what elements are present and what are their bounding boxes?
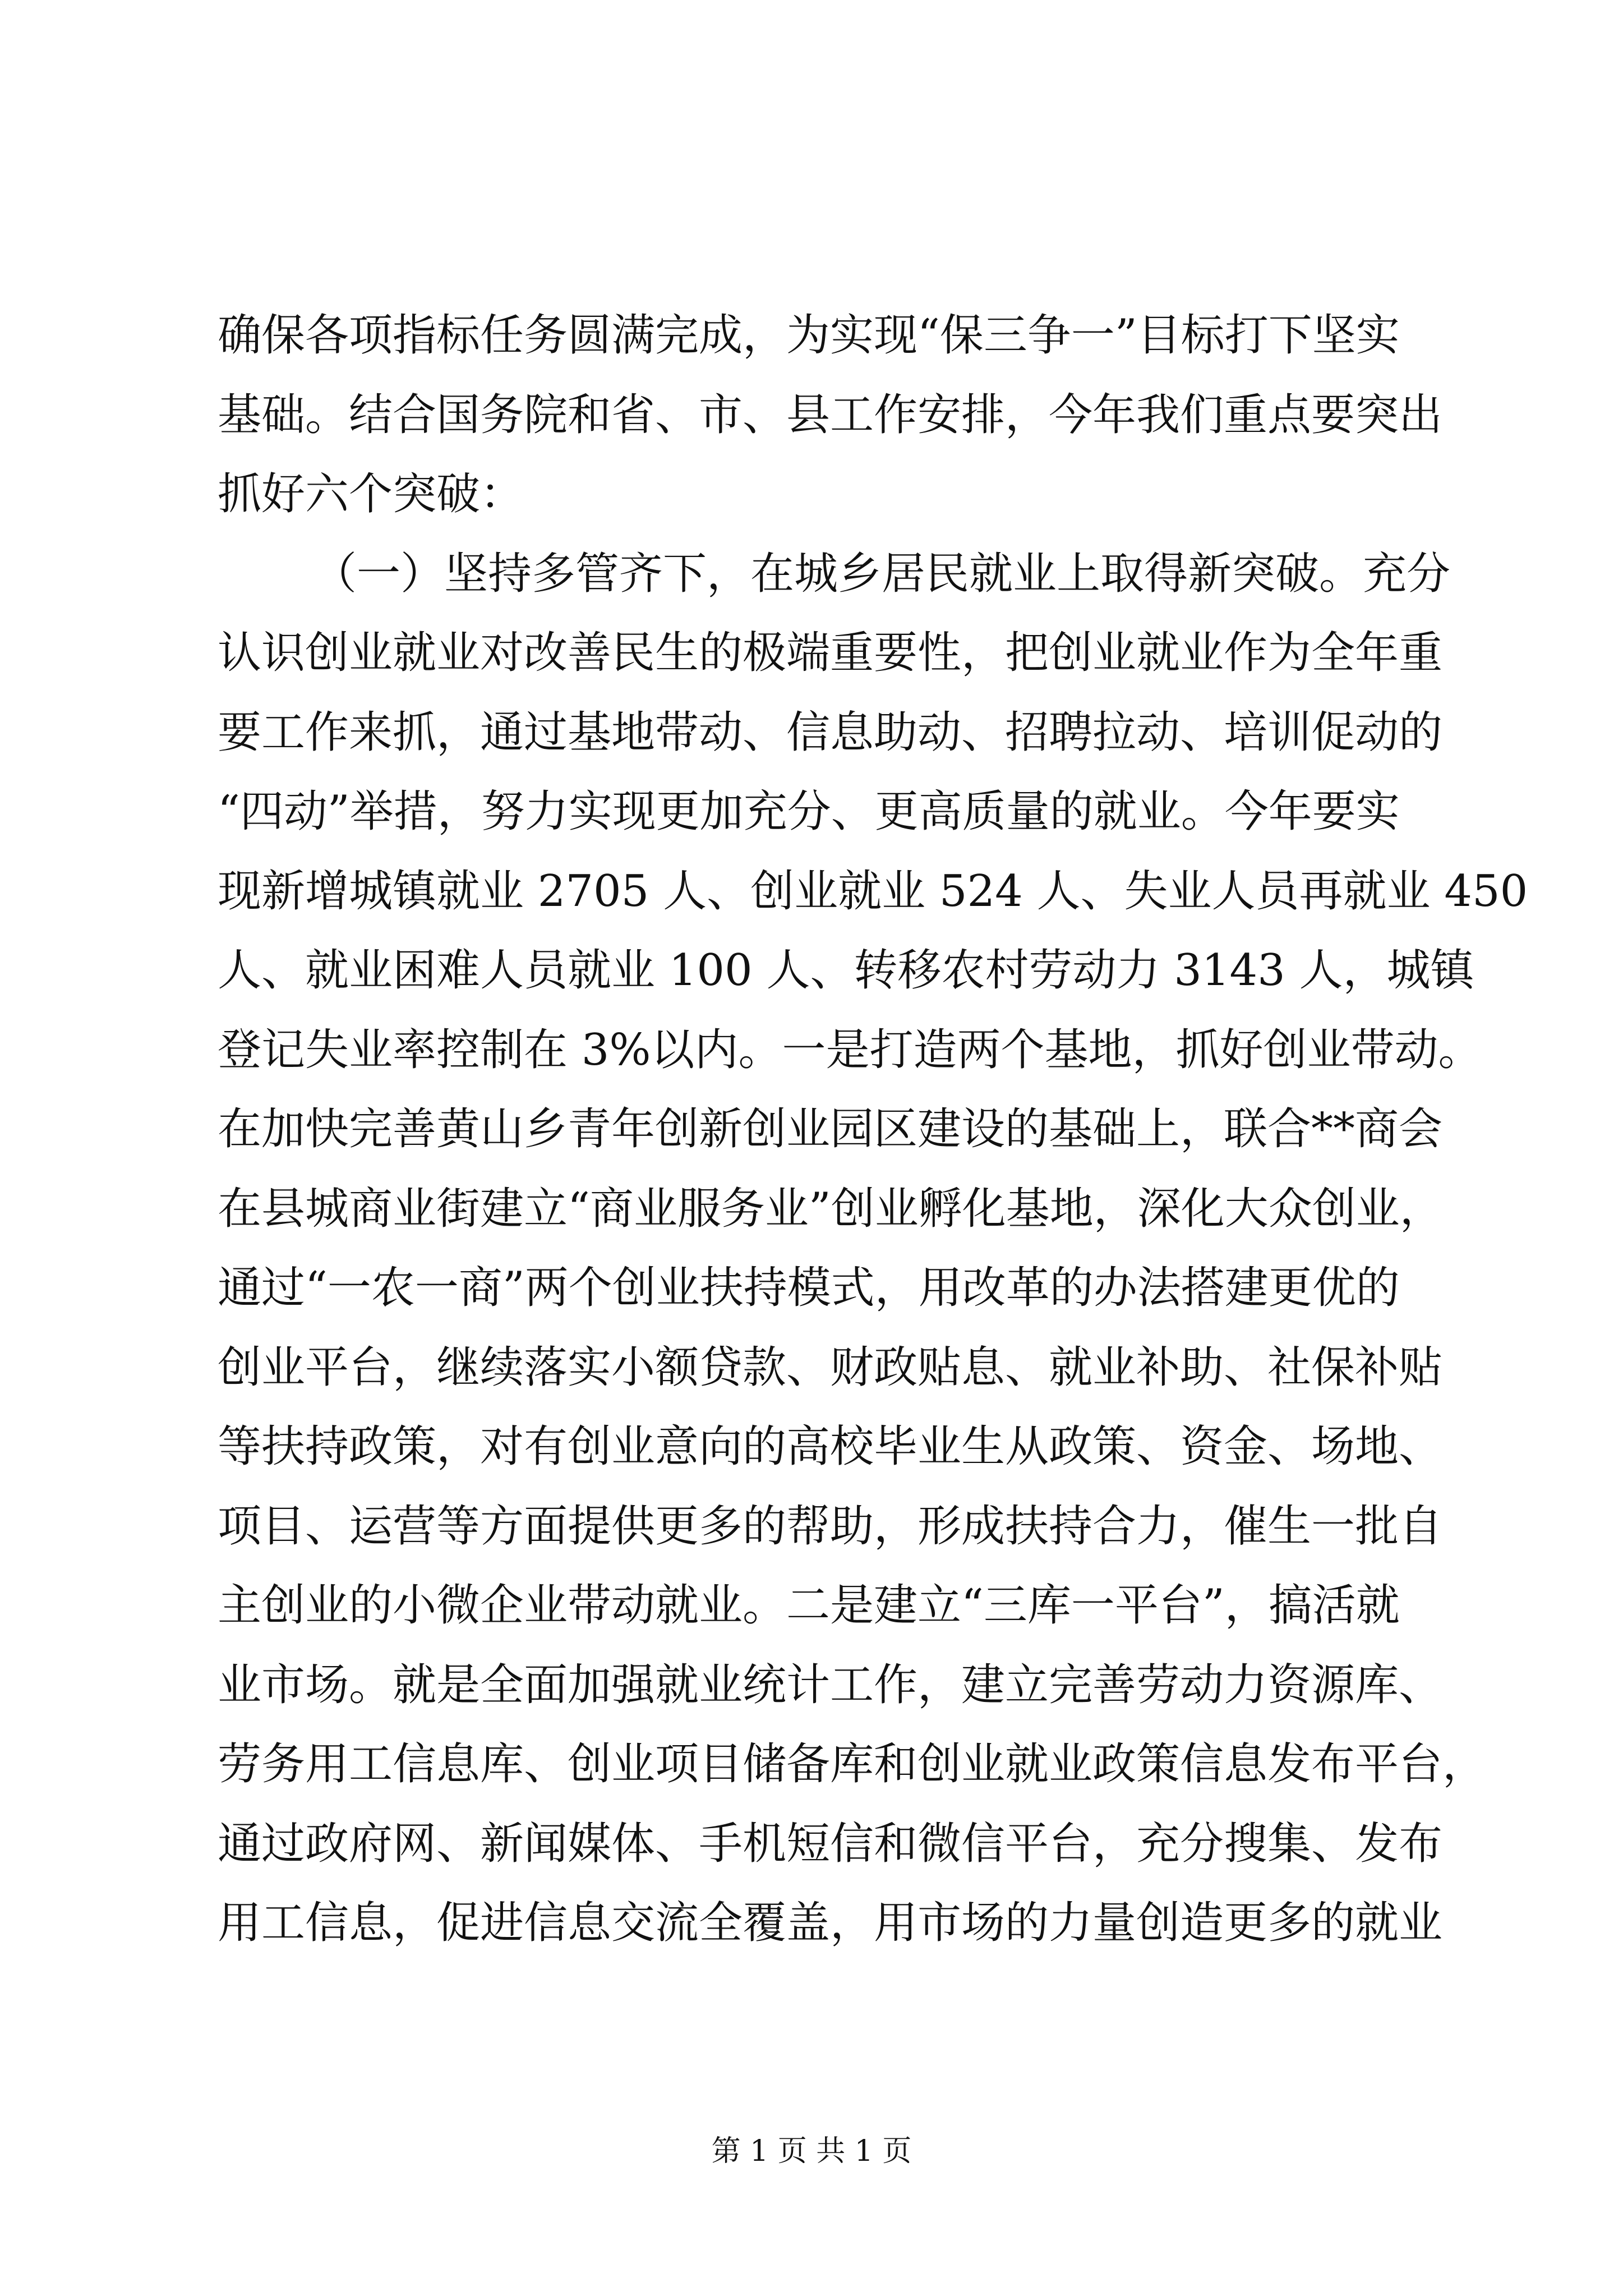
text-line: 在县城商业街建立“商业服务业”创业孵化基地，深化大众创业， [218,1183,1444,1234]
text-line: 用工信息，促进信息交流全覆盖，用市场的力量创造更多的就业 [218,1898,1443,1948]
text-line: 现新增城镇就业 2705 人、创业就业 524 人、失业人员再就业 450 [218,866,1528,917]
text-line: 主创业的小微企业带动就业。二是建立“三库一平台”，搞活就 [218,1580,1400,1631]
text-line: 创业平台，继续落实小额贷款、财政贴息、就业补助、社保补贴 [218,1342,1443,1393]
text-line: 基础。结合国务院和省、市、县工作安排，今年我们重点要突出 [218,389,1443,440]
page-footer: 第 1 页 共 1 页 [711,2134,912,2168]
text-line: 项目、运营等方面提供更多的帮助，形成扶持合力，催生一批自 [218,1501,1443,1552]
text-line: 等扶持政策，对有创业意向的高校毕业生从政策、资金、场地、 [218,1421,1443,1472]
text-line: 抓好六个突破： [218,469,524,519]
text-line: 登记失业率控制在 3%以内。一是打造两个基地，抓好创业带动。 [218,1024,1482,1075]
text-line: 通过“一农一商”两个创业扶持模式，用改革的办法搭建更优的 [218,1263,1400,1313]
text-line: 确保各项指标任务圆满完成，为实现“保三争一”目标打下坚实 [218,310,1400,361]
text-line: 认识创业就业对改善民生的极端重要性，把创业就业作为全年重 [218,628,1443,678]
text-line: “四动”举措，努力实现更加充分、更高质量的就业。今年要实 [218,786,1400,837]
text-line: 业市场。就是全面加强就业统计工作，建立完善劳动力资源库、 [218,1659,1443,1710]
text-line: 劳务用工信息库、创业项目储备库和创业就业政策信息发布平台， [218,1739,1487,1789]
section-heading-line: （一）坚持多管齐下，在城乡居民就业上取得新突破。充分 [313,548,1451,599]
text-line: 要工作来抓，通过基地带动、信息助动、招聘拉动、培训促动的 [218,707,1443,758]
text-line: 人、就业困难人员就业 100 人、转移农村劳动力 3143 人，城镇 [218,945,1474,996]
body-text [218,296,1528,1963]
text-line: 通过政府网、新闻媒体、手机短信和微信平台，充分搜集、发布 [218,1818,1443,1869]
text-line: 在加快完善黄山乡青年创新创业园区建设的基础上，联合**商会 [218,1104,1443,1154]
